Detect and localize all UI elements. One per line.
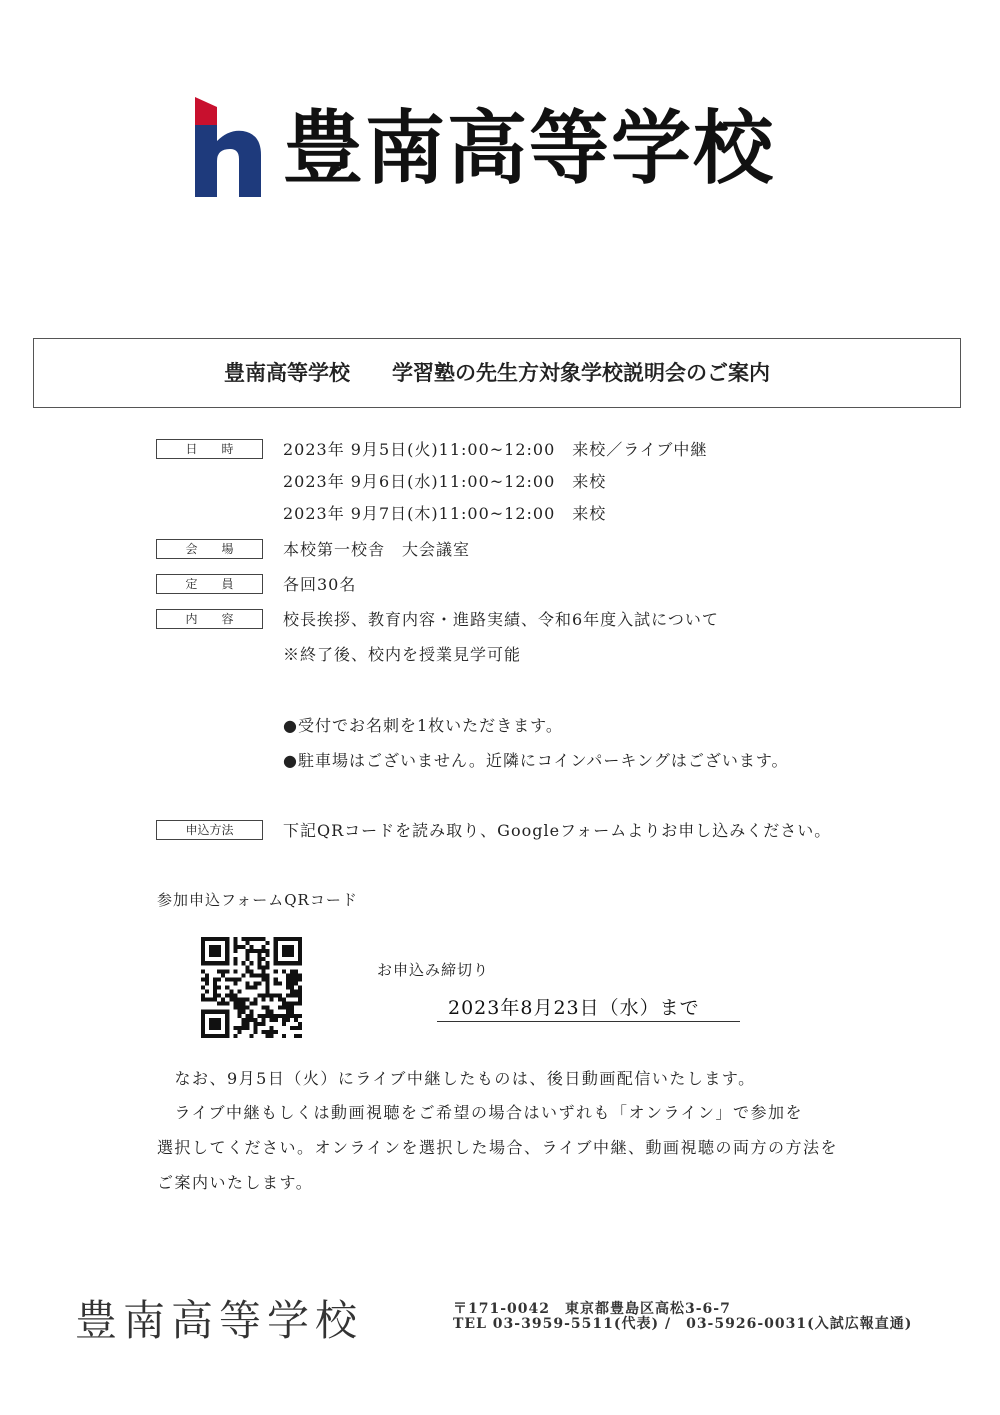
apply-label: 申込方法 — [156, 820, 263, 840]
date-line-2: 2023年 9月6日(水)11:00~12:00 来校 — [283, 472, 607, 491]
content-note: ※終了後、校内を授業見学可能 — [283, 645, 522, 664]
deadline-label: お申込み締切り — [377, 961, 490, 979]
deadline-date: 2023年8月23日（水）まで — [437, 995, 740, 1022]
venue-text: 本校第一校舎 大会議室 — [283, 540, 471, 559]
closing-line-1: なお、9月5日（火）にライブ中継したものは、後日動画配信いたします。 — [157, 1069, 756, 1088]
footer-school-name: 豊南高等学校 — [75, 1296, 364, 1345]
footer-address: 〒171-0042 東京都豊島区高松3-6-7 — [453, 1301, 731, 1317]
venue-label: 会 場 — [156, 539, 263, 559]
qr-code-icon[interactable] — [201, 937, 302, 1038]
note-business-card: ●受付でお名刺を1枚いただきます。 — [283, 716, 563, 735]
closing-line-4: ご案内いたします。 — [157, 1173, 314, 1192]
date-line-1: 2023年 9月5日(火)11:00~12:00 来校／ライブ中継 — [283, 440, 708, 459]
capacity-label: 定 員 — [156, 574, 263, 594]
note-parking: ●駐車場はございません。近隣にコインパーキングはございます。 — [283, 751, 789, 770]
capacity-text: 各回30名 — [283, 575, 357, 594]
content-text: 校長挨拶、教育内容・進路実績、令和6年度入試について — [283, 610, 719, 629]
date-line-3: 2023年 9月7日(木)11:00~12:00 来校 — [283, 504, 607, 523]
qr-caption: 参加申込フォームQRコード — [157, 891, 358, 909]
content-label: 内 容 — [156, 609, 263, 629]
closing-line-3: 選択してください。オンラインを選択した場合、ライブ中継、動画視聴の両方の方法を — [157, 1138, 839, 1157]
dates-label: 日 時 — [156, 439, 263, 459]
school-logo-mark-icon — [195, 97, 263, 197]
footer-tel: TEL 03-3959-5511(代表) / 03-5926-0031(入試広報直通) — [453, 1316, 913, 1332]
school-logo — [195, 97, 795, 207]
document-title: 豊南高等学校 学習塾の先生方対象学校説明会のご案内 — [33, 338, 961, 408]
closing-line-2: ライブ中継もしくは動画視聴をご希望の場合はいずれも「オンライン」で参加を — [157, 1103, 804, 1122]
school-logo-text: 豊南高等学校 — [283, 102, 775, 195]
apply-text: 下記QRコードを読み取り、Googleフォームよりお申し込みください。 — [283, 821, 832, 840]
